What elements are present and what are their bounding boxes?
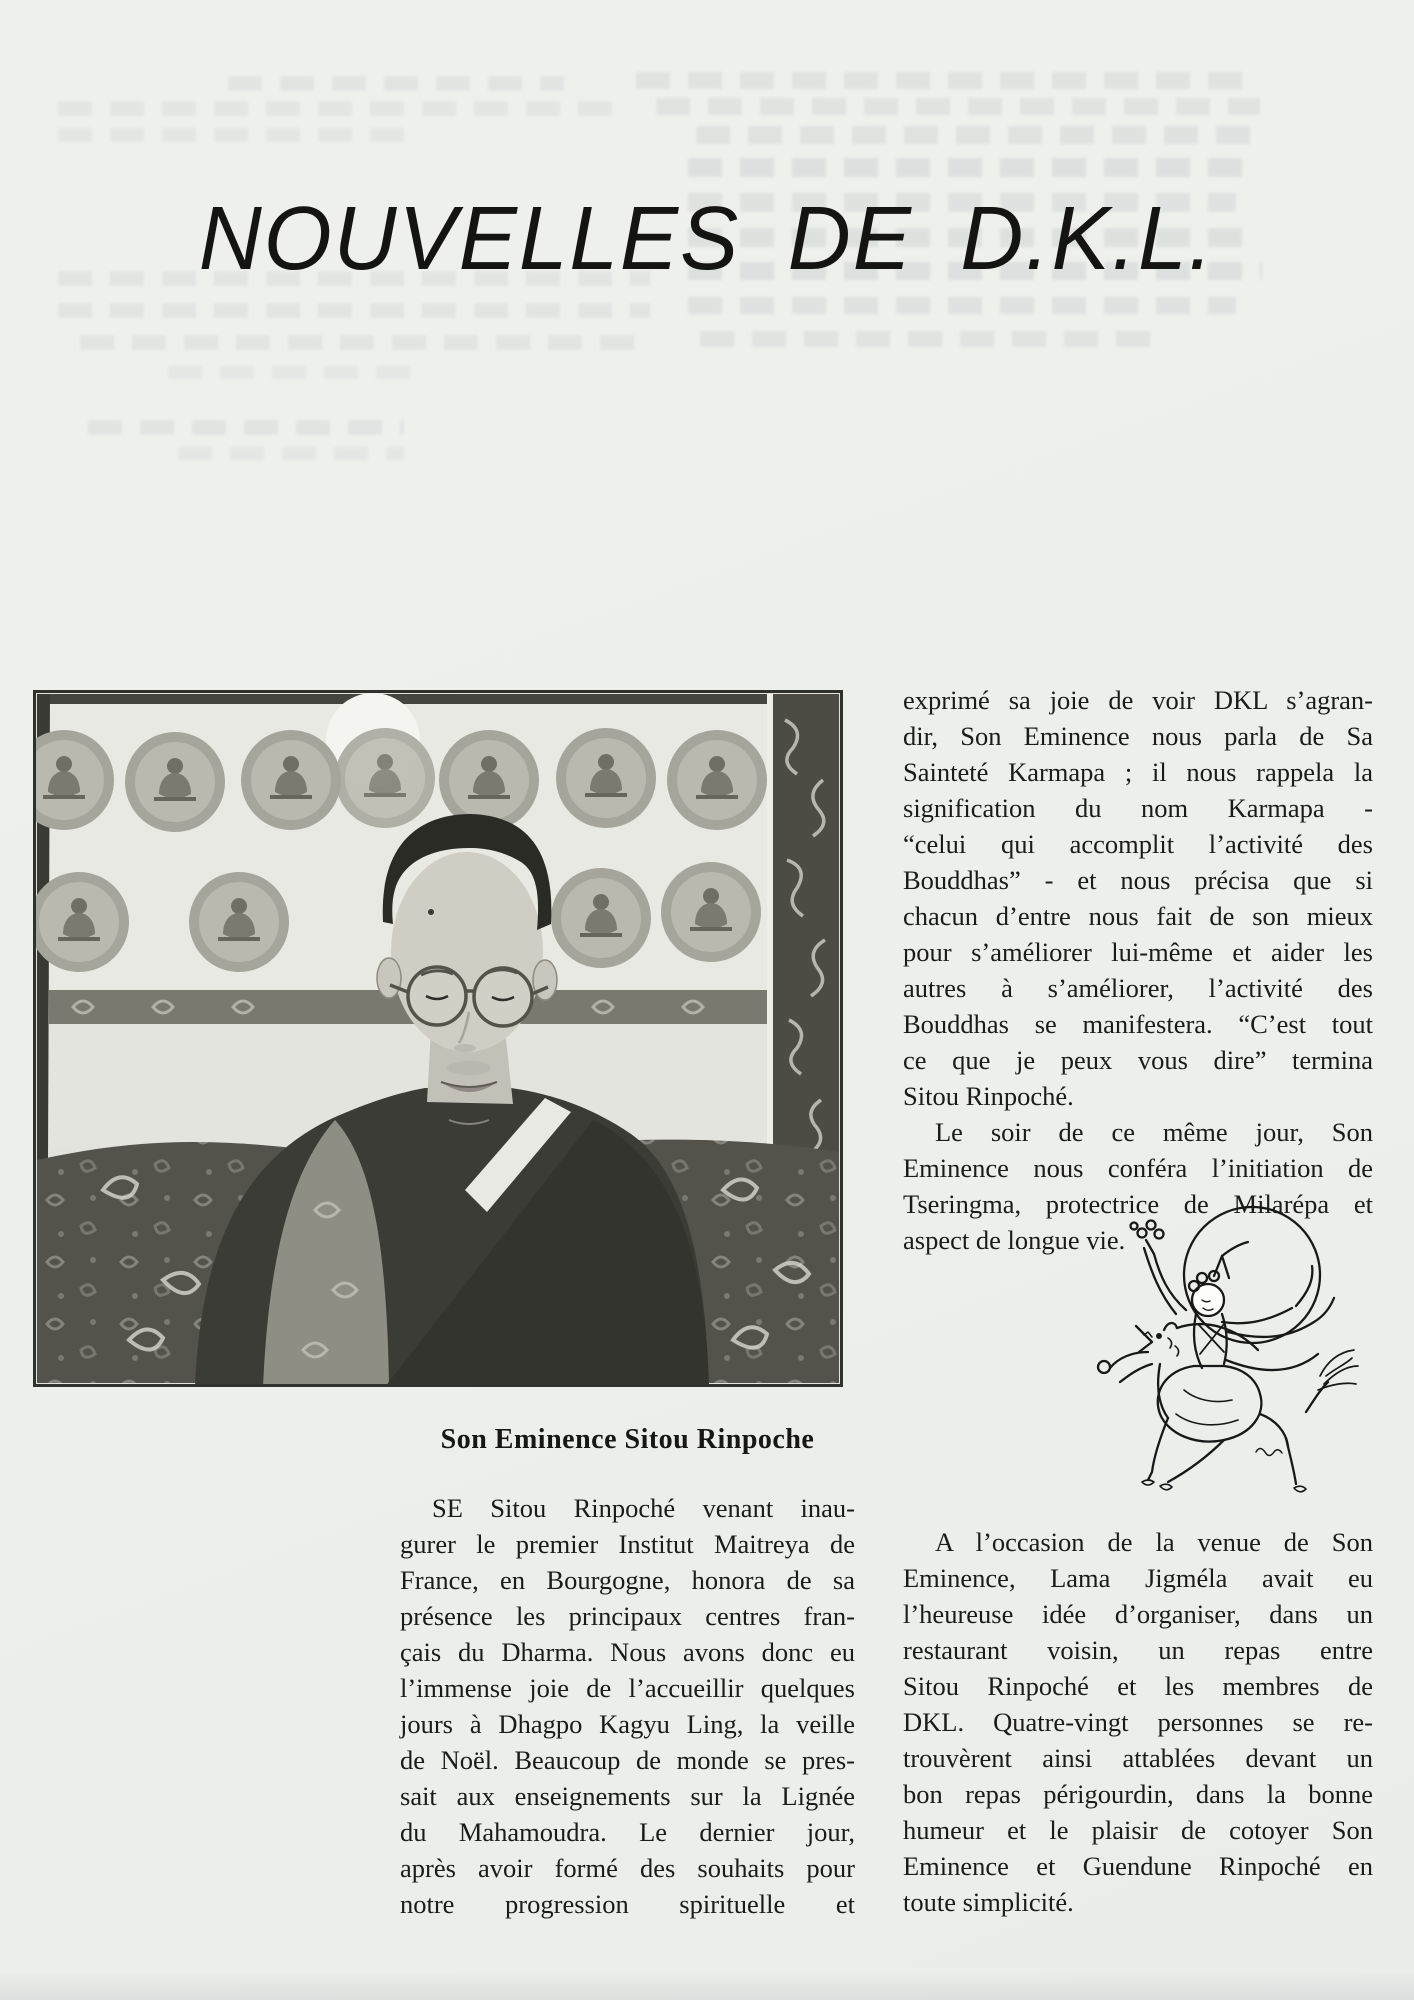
text-line: exprimé sa joie de voir DKL s’agran- xyxy=(903,685,1373,715)
text-line: bon repas périgourdin, dans la bonne xyxy=(903,1779,1373,1809)
text-line: çais du Dharma. Nous avons donc eu xyxy=(400,1637,855,1667)
text-line: sait aux enseignements sur la Lignée xyxy=(400,1781,855,1811)
text-line: restaurant voisin, un repas entre xyxy=(903,1635,1373,1665)
text-line: SE Sitou Rinpoché venant inau- xyxy=(432,1493,855,1523)
thangka-right-border xyxy=(767,694,839,1182)
text-line: l’immense joie de l’accueillir quelques xyxy=(400,1673,855,1703)
text-line: de Noël. Beaucoup de monde se pres- xyxy=(400,1745,855,1775)
bleedthrough-line xyxy=(88,420,404,435)
text-line: Sitou Rinpoché. xyxy=(903,1081,1074,1111)
text-line: Bouddhas” - et nous précisa que si xyxy=(903,865,1373,895)
bleedthrough-line xyxy=(656,98,1260,115)
text-line: France, en Bourgogne, honora de sa xyxy=(400,1565,855,1595)
bleedthrough-line xyxy=(688,158,1254,177)
text-line: trouvèrent ainsi attablées devant un xyxy=(903,1743,1373,1773)
text-line: Bouddhas se manifestera. “C’est tout xyxy=(903,1009,1373,1039)
bleedthrough-line xyxy=(700,331,1164,347)
text-line: toute simplicité. xyxy=(903,1887,1074,1917)
text-line: Sainteté Karmapa ; il nous rappela la xyxy=(903,757,1373,787)
right-column-bottom xyxy=(903,1524,1373,1920)
text-line: gurer le premier Institut Maitreya de xyxy=(400,1529,855,1559)
photo-caption: Son Eminence Sitou Rinpoche xyxy=(440,1424,815,1455)
text-line: DKL. Quatre-vingt personnes se re- xyxy=(903,1707,1373,1737)
bleedthrough-line xyxy=(80,335,652,350)
text-line: Tseringma, protectrice de Milarépa et xyxy=(903,1189,1373,1219)
text-line: “celui qui accomplit l’activité des xyxy=(903,829,1373,859)
bleedthrough-line xyxy=(696,126,1256,144)
left-column xyxy=(400,1490,855,1922)
text-line: signification du nom Karmapa - xyxy=(903,793,1373,823)
page-bottom-shade xyxy=(0,1972,1414,2000)
text-line: chacun d’entre nous fait de son mieux xyxy=(903,901,1373,931)
bleedthrough-line xyxy=(228,76,564,91)
page-title-text: NOUVELLES DE D.K.L. xyxy=(199,189,1215,289)
text-line: aspect de longue vie. xyxy=(903,1225,1126,1255)
text-line: notre progression spirituelle et xyxy=(400,1889,855,1919)
snow-lion xyxy=(1098,1323,1358,1492)
text-line: après avoir formé des souhaits pour xyxy=(400,1853,855,1883)
bleedthrough-line xyxy=(168,366,424,379)
bleedthrough-line xyxy=(636,72,1260,89)
bleedthrough-line xyxy=(58,303,650,318)
text-line: Eminence, Lama Jigméla avait eu xyxy=(903,1563,1373,1593)
page-title xyxy=(0,189,1414,289)
text-line: Sitou Rinpoché et les membres de xyxy=(903,1671,1373,1701)
text-line: Le soir de ce même jour, Son xyxy=(935,1117,1373,1147)
right-column-top xyxy=(903,682,1373,1258)
portrait-photo xyxy=(33,690,843,1387)
text-line: jours à Dhagpo Kagyu Ling, la veille xyxy=(400,1709,855,1739)
tseringma-drawing xyxy=(1056,1200,1366,1502)
text-line: l’heureuse idée d’organiser, dans un xyxy=(903,1599,1373,1629)
text-line: Eminence et Guendune Rinpoché en xyxy=(903,1851,1373,1881)
text-line: autres à s’améliorer, l’activité des xyxy=(903,973,1373,1003)
text-line: dir, Son Eminence nous parla de Sa xyxy=(903,721,1373,751)
right-paragraph-1 xyxy=(903,682,1373,1114)
text-line: pour s’améliorer lui-même et aider les xyxy=(903,937,1373,967)
text-line: du Mahamoudra. Le dernier jour, xyxy=(400,1817,855,1847)
text-line: ce que je peux vous dire” termina xyxy=(903,1045,1373,1075)
text-line: Eminence nous conféra l’initiation de xyxy=(903,1153,1373,1183)
bleedthrough-line xyxy=(178,447,404,460)
text-line: humeur et le plaisir de cotoyer Son xyxy=(903,1815,1373,1845)
bleedthrough-line xyxy=(58,128,422,142)
bleedthrough-line xyxy=(688,297,1236,314)
bleedthrough-line xyxy=(58,101,624,116)
text-line: présence les principaux centres fran- xyxy=(400,1601,855,1631)
text-line: A l’occasion de la venue de Son xyxy=(935,1527,1373,1557)
